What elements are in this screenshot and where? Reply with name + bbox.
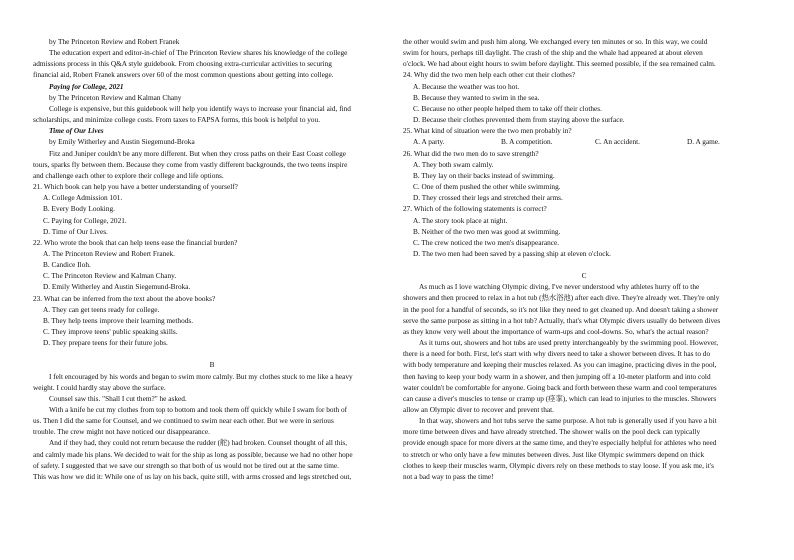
answer-option: B. They help teens improve their learning methods. <box>43 315 194 325</box>
text-line: weight. I could hardly stay above the surface. <box>33 382 166 392</box>
passage-b <box>33 371 391 483</box>
text-line: o'clock. We had about eight hours to swim before daylight. This seemed possible, if the sea remained calm. <box>403 59 716 69</box>
answer-option: D. The two men had been saved by a passing ship at eleven o'clock. <box>413 248 611 258</box>
question-21 <box>33 181 391 237</box>
answer-option: D. Because their clothes prevented them from staying above the surface. <box>413 115 625 125</box>
text-line: scholarships, and minimize college costs. From taxes to FAPSA forms, this book is helpful to you. <box>33 115 321 125</box>
answer-option: A. A party. <box>413 137 445 147</box>
answer-option: B. Neither of the two men was good at swimming. <box>413 226 561 236</box>
book-author: by The Princeton Review and Kalman Chany <box>49 92 182 102</box>
answer-option: A. College Admission 101. <box>43 193 123 203</box>
answer-option: B. Candice Iloh. <box>43 260 91 270</box>
text-line: of safety. I suggested that we save our strength so that both of us would not be tired out at the same time. <box>33 460 339 470</box>
book-title: Paying for College, 2021 <box>49 81 124 91</box>
question-stem: 25. What kind of situation were the two men probably in? <box>403 126 572 136</box>
text-line: us. Then I did the same for Counsel, and we continued to swim near each other. But we were in serious <box>33 416 334 426</box>
text-line: more time between dives and have already stretched. The shower walls on the pool deck can typically <box>403 427 701 437</box>
answer-option: A. The Princeton Review and Robert Franek. <box>43 248 175 258</box>
answer-option: C. The Princeton Review and Kalman Chany. <box>43 271 177 281</box>
question-stem: 27. Which of the following statements is correct? <box>403 204 547 214</box>
book-title: Time of Our Lives <box>49 126 104 136</box>
text-line: allow an Olympic diver to recover and prevent that. <box>403 405 554 414</box>
text-line: provide enough space for more divers at the same time, and they're especially helpful for athletes who need <box>403 438 717 448</box>
text-line: and challenge each other to explore their college and life options. <box>33 170 224 180</box>
question-23 <box>33 293 391 349</box>
answer-option: B. They lay on their backs instead of swimming. <box>413 170 555 180</box>
answer-option: D. They crossed their legs and stretched their arms. <box>413 193 563 203</box>
text-line: This was how we did it: While one of us lay on his back, quite still, with arms crossed and legs stretched out, <box>33 471 352 481</box>
text-line: I felt encouraged by his words and began to swim more calmly. But my clothes stuck to me like a heavy <box>49 371 353 381</box>
text-line: admissions process in this Q&A style guidebook. From choosing extra-curricular activities to securing <box>33 59 332 69</box>
text-line: and calmly made his plans. We decided to wait for the ship as long as possible, because we had no other hope <box>33 449 353 459</box>
text-line: showers and then proceed to relax in a hot tub (热水浴池) after each dive. They're already wet. They're only <box>403 293 720 303</box>
answer-option: A. They both swam calmly. <box>413 159 494 169</box>
answer-option: C. The crew noticed the two men's disappearance. <box>413 237 560 247</box>
text-line: College is expensive, but this guidebook will help you identify ways to increase your financial aid, find <box>49 103 351 113</box>
answer-option: D. A game. <box>687 137 720 147</box>
text-line: Counsel saw this. "Shall I cut them?" he asked. <box>49 393 187 403</box>
book-author: by The Princeton Review and Robert Franek <box>49 37 180 46</box>
section-c-heading: C <box>581 271 587 281</box>
answer-option: A. Because the weather was too hot. <box>413 81 520 91</box>
question-25 <box>403 125 765 147</box>
answer-option: C. Because no other people helped them to take off their clothes. <box>413 103 602 113</box>
answer-option: C. An accident. <box>595 137 640 147</box>
passage-b-continued <box>403 36 765 69</box>
text-line: to stretch or who only have a few minutes between dives. Just like Olympic swimmers depend on thick <box>403 449 705 459</box>
text-line: with body temperature and keeping their muscles relaxed. As you can imagine, practicing dives in the pool, <box>403 360 717 370</box>
question-26 <box>403 148 765 204</box>
text-line: With a knife he cut my clothes from top to bottom and took them off quickly while I swam for both of <box>49 405 348 414</box>
answer-option: B. Because they wanted to swim in the sea. <box>413 92 540 102</box>
text-line: clothes to keep their muscles warm, Olympic divers rely on these methods to stay loose. If you ask me, it's <box>403 460 714 470</box>
answer-option: D. Emily Witherley and Austin Siegemund-Broka. <box>43 282 191 292</box>
question-22 <box>33 237 391 293</box>
text-line: financial aid, Robert Franek answers over 60 of the most common questions about getting into college. <box>33 70 334 80</box>
answer-option: D. Time of Our Lives. <box>43 226 108 236</box>
text-line: water couldn't be comfortable for anyone. Going back and forth between these warm and cool temperatures <box>403 382 717 392</box>
text-line: Fitz and Juniper couldn't be any more different. But when they cross paths on their East Coast college <box>49 148 347 158</box>
passage-a-books <box>33 36 391 181</box>
answer-option: A. The story took place at night. <box>413 215 508 225</box>
answer-option: D. They prepare teens for their future jobs. <box>43 338 168 348</box>
text-line: The education expert and editor-in-chief of The Princeton Review shares his knowledge of the college <box>49 48 348 58</box>
answer-option: C. Paying for College, 2021. <box>43 215 127 225</box>
question-stem: 26. What did the two men do to save strength? <box>403 148 539 158</box>
text-line: As it turns out, showers and hot tubs are used pretty interchangeably by the swimming pool. However, <box>419 338 719 348</box>
text-line: not a bad way to pass the time! <box>403 471 494 481</box>
right-column <box>403 36 765 482</box>
question-24 <box>403 69 765 125</box>
question-27 <box>403 203 765 259</box>
question-stem: 24. Why did the two men help each other cut their clothes? <box>403 70 576 80</box>
section-b-heading: B <box>209 360 215 370</box>
text-line: in the pool for a handful of seconds, so it's not like they need to get cleaned up. And doesn't taking a shower <box>403 304 719 314</box>
text-line: As much as I love watching Olympic diving, I've never understood why athletes hurry off to the <box>419 282 700 292</box>
text-line: then having to keep your body warm in a shower, and then jumping off a 10-meter platform and into cold <box>403 371 711 381</box>
text-line: the other would swim and push him along. We exchanged every ten minutes or so. In this way, we could <box>403 37 708 46</box>
text-line: there is a need for both. First, let's start with why divers need to take a shower between dives. It has to do <box>403 349 711 359</box>
text-line: swim for hours, perhaps till daylight. The crash of the ship and the whale had appeared at about eleven <box>403 48 703 58</box>
book-author: by Emily Witherley and Austin Siegemund-Broka <box>49 137 195 147</box>
answer-option: A. They can get teens ready for college. <box>43 304 160 314</box>
text-line: can cause a diver's muscles to tense or cramp up (痉挛), which can lead to injuries to the muscles. Showers <box>403 393 717 403</box>
text-line: tours, sparks fly between them. Because they come from vastly different backgrounds, the two teens inspire <box>33 159 348 169</box>
question-stem: 23. What can be inferred from the text about the above books? <box>33 293 216 303</box>
answer-option: C. One of them pushed the other while swimming. <box>413 182 561 192</box>
answer-option: B. A competition. <box>501 137 553 147</box>
text-line: serve the same purpose as sitting in a hot tub? Actually, that's what Olympic divers usually do between dives <box>403 315 721 325</box>
text-line: as they know very well about the importance of warm-ups and cool-downs. So, what's the actual reason? <box>403 326 709 336</box>
question-stem: 21. Which book can help you have a better understanding of yourself? <box>33 182 238 192</box>
question-stem: 22. Who wrote the book that can help teens ease the financial burden? <box>33 237 238 247</box>
passage-c <box>403 281 765 482</box>
text-line: In that way, showers and hot tubs serve the same purpose. A hot tub is generally used if you have a bit <box>419 416 717 426</box>
answer-option: C. They improve teens' public speaking skills. <box>43 327 178 337</box>
answer-option: B. Every Body Looking. <box>43 204 115 214</box>
left-column <box>33 36 391 482</box>
text-line: And if they had, they could not return because the rudder (舵) had broken. Counsel thought of all this, <box>49 438 348 448</box>
option-row <box>403 136 765 147</box>
text-line: trouble. The crew might not have noticed our disappearance. <box>33 427 210 437</box>
